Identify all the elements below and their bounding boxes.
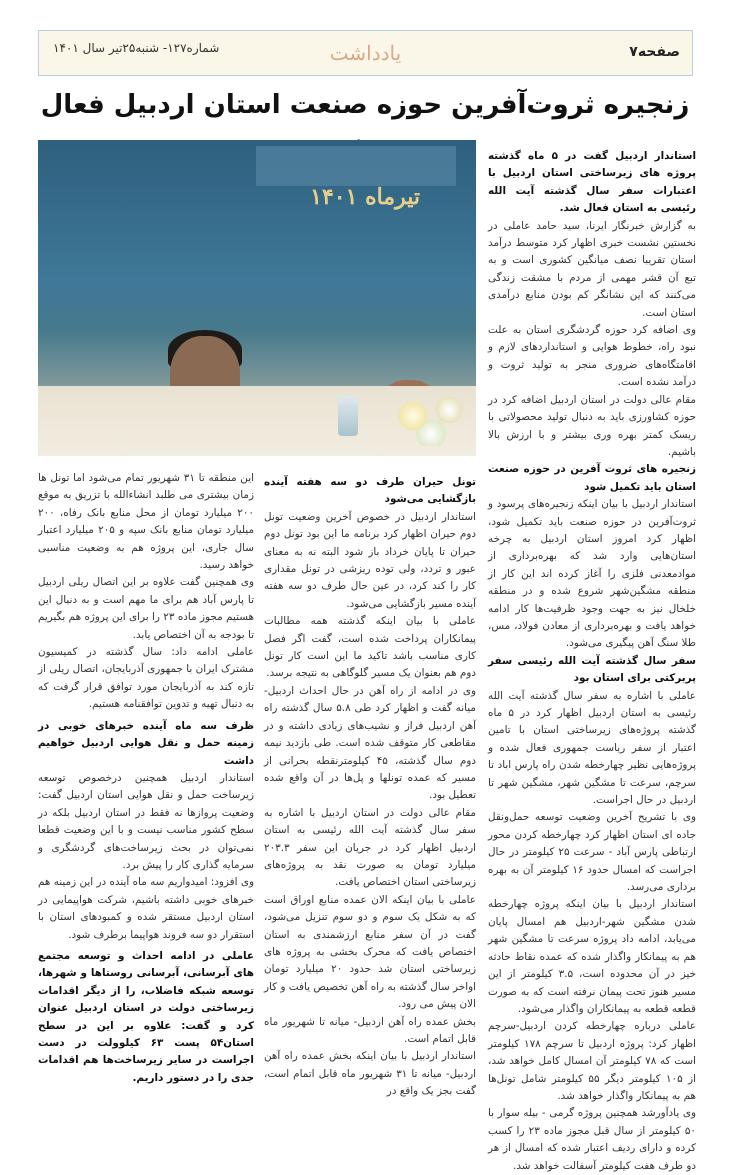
page-header: [38, 30, 693, 76]
paragraph: مقام عالی دولت در استان اردبیل اضافه کرد در حوزه کشاورزی باید به دنبال تولید محصولاتی با ریسک کمتر بهره وری بیشتر و با ارزش بالا باشیم.: [488, 393, 696, 458]
paragraph: وی همچنین گفت علاوه بر این اتصال ریلی اردبیل تا پارس آباد هم برای ما مهم است و به دنبال این هستیم مجوز ماده ۲۳ را برای این پروژه هم بگیریم تا بودجه به آن اختصاص یابد.: [38, 576, 254, 641]
paragraph: وی در ادامه از راه آهن در حال احداث اردبیل- میانه گفت و اظهار کرد طی ۵.۸ سال گذشته راه آهن اردبیل فراز و نشیب‌های زیادی داشته و در مقاطعی کار متوقف شده است. طی بازدید نیمه دوم سال گذشته، ۴۵ کیلومترنقطه بحرانی از مسیر که عمده تونلها و پل‌ها در آن واقع شده تعطیل بود.: [264, 684, 476, 802]
paragraph: وی افزود: امیدواریم سه ماه آینده در این زمینه هم خبرهای خوبی داشته باشیم، شرکت هواپیمایی در استان اردبیل مستقر شده و کمبودهای استان با استقرار دو سه فروند هواپیما برطرف شود.: [38, 876, 254, 941]
column-left: [38, 470, 254, 1087]
column-middle: [264, 470, 476, 1101]
article-photo: [38, 140, 476, 456]
paragraph: استاندار اردبیل همچنین درخصوص توسعه زیرساخت حمل و نقل هوایی استان اردبیل گفت: وضعیت پروازها نه فقط در استان اردبیل بلکه در سطح کشور مناسب نیست و با این وضعیت قطعا نمی‌توان در بحث زیرساخت‌های گردشگری و سرمایه گذاری کار را پیش برد.: [38, 771, 254, 871]
paragraph: استاندار اردبیل در خصوص آخرین وضعیت تونل دوم حیران اظهار کرد برنامه ما این بود تونل دوم حیران تا پایان خرداد باز شود البته نه به معنای عبور و تردد، ولی توده ریزشی در تونل مقداری کار را کند کرد، در عین حال طرف دو سه هفته آینده مسیر بازگشایی می‌شود.: [264, 510, 476, 610]
subheading: زنجیره های ثروت آفرین در حوزه صنعت استان باید تکمیل شود: [488, 463, 696, 493]
paragraph: وی اضافه کرد حوزه گردشگری استان به علت نبود راه، خطوط هوایی و استانداردهای لازم و اقامتگاه‌های ضروری منجر به تولید ثروت و درآمد نشده است.: [488, 324, 696, 389]
paragraph: عاملی با بیان اینکه گذشته همه مطالبات پیمانکاران پرداخت شده است، گفت اگر فصل کاری مناسب باشد تاکید ما این است کار تونل دوم هم بعنوان یک مسیر گلوگاهی به نتیجه برسد.: [264, 615, 476, 680]
backdrop-banner: [256, 146, 456, 186]
subheading: سفر سال گذشته آیت الله رئیسی سفر پربرکتی برای استان بود: [488, 654, 696, 685]
subheading: عاملی در ادامه احداث و توسعه مجتمع های آبرسانی، آبرسانی روستاها و شهرها، توسعه شبکه فاضلاب، را از دیگر اقدامات زیرساختی دولت در استان اردبیل عنوان کرد و گفت: علاوه بر این در سطح استان۵۴ پست ۶۳ کیلوولت در دست اجراست در سایر زیرساخت‌ها هم اقدامات جدی را در دستور داریم.: [38, 949, 254, 1084]
water-bottle: [338, 396, 358, 436]
paragraph: وی با تشریح آخرین وضعیت توسعه حمل‌ونقل جاده ای استان اظهار کرد چهارخطه کردن محور ارتباطی پارس آباد - سرعت ۲۵ کیلومتر در حال اجراست که امسال حدود ۱۶ کیلومتر آن به بهره برداری می‌رسد.: [488, 811, 697, 894]
headline: زنجیره ثروت‌آفرین حوزه صنعت استان اردبیل فعال: [40, 90, 690, 120]
backdrop-text: تیرماه ۱۴۰۱: [310, 184, 420, 210]
subheading: تونل حیران طرف دو سه هفته آینده بازگشایی می‌شود: [264, 476, 476, 506]
paragraph: عاملی با اشاره به سفر سال گذشته آیت الله رئیسی به استان اردبیل اظهار کرد در ۵ ماه گذشته پروژه‌های زیرساختی استان با تامین اعتبار از سفر ریاست جمهوری فعال شده و پروژه‌هایی نظیر چهارخطه شدن راه پارس اباد تا سرچم، سرعت تا مشگین شهر، مشگین شهر تا اردبیل در حال اجراست.: [488, 689, 697, 807]
paragraph: این منطقه تا ۳۱ شهریور تمام می‌شود اما تونل ها زمان بیشتری می طلبد انشاءالله با تزریق به موقع ۲۰۰ میلیارد تومان از محل منابع بانک رفاه، ۲۰۰ میلیارد تومان منابع بانک سپه و ۲۰۵ میلیارد اعتبار سال جاری، این پروژه هم به وضعیت مناسبی خواهد رسید.: [38, 472, 255, 572]
paragraph: استاندار اردبیل با بیان اینکه زنجیره‌های پرسود و ثروت‌آفرین در حوزه صنعت باید تکمیل شود، اظهار کرد امروز استان اردبیل به چرخه استان‌هایی وارد شد که بهره‌برداری از موادمعدنی فلزی را آغاز کرده اند این کار از منطقه مشگین‌شهر شروع شده و در منطقه خلخال نیز به جهت وجود ظرفیت‌ها کار ادامه خواهد یافت و بهره‌برداری از معادن فولاد، مس، طلا سنگ آهن پیگیری می‌شود.: [488, 498, 696, 650]
paragraph: عاملی با بیان اینکه الان عمده منابع اوراق است که به شکل یک سوم و دو سوم تنزیل می‌شود، گفت در آن سفر منابع ارزشمندی به استان اختصاص یافت که محرک بخشی به پروژه های زیرساختی استان شد حدود ۲۰ میلیارد تومان اواخر سال گذشته به راه آهن تخصیص یافت و کار الان پیش می رود.: [264, 893, 476, 1011]
paragraph: وی یادآورشد همچنین پروژه گرمی - بیله سوار با ۵۰ کیلومتر از سال قبل مجوز ماده ۲۳ را کسب کرده و دارای ردیف اعتبار شده که امسال از هر دو طرف هفت کیلومتر آسفالت خواهد شد.: [488, 1107, 697, 1172]
page-number: صفحه۷: [629, 44, 680, 60]
subheading: استاندار اردبیل گفت در ۵ ماه گذشته پروژه های زیرساختی استان اردبیل با اعتبارات سفر سال گذشته آیت الله رئیسی به استان فعال شد.: [488, 150, 697, 215]
paragraph: عاملی درباره چهارخطه کردن اردبیل-سرچم اظهار کرد: پروژه اردبیل تا سرچم ۱۷۸ کیلومتر است که ۷۸ کیلومتر آن امسال کامل خواهد شد، از ۱۰۵ کیلومتر دیگر ۵۵ کیلومتر شامل تونل‌ها هم به پیمانکار واگذار خواهد شد.: [488, 1020, 696, 1102]
paragraph: به گزارش خبرنگار ایرنا، سید حامد عاملی در نخستین نشست خبری اظهار کرد متوسط درآمد استان تقریبا نصف میانگین کشوری است و به تبع آن قشر مهمی از مردم با مشقت زندگی می‌کنند که این نشانگر کم بودن منابع درآمدی استان است.: [488, 219, 696, 319]
flower-arrangement: [386, 386, 476, 446]
issue-info: شماره۱۲۷- شنبه۲۵تیر سال ۱۴۰۱: [53, 41, 220, 55]
paragraph: عاملی ادامه داد: سال گذشته در کمیسیون مشترک ایران با جمهوری آذربایجان، اتصال ریلی از تازه کند به آذربایجان مورد توافق قرار گرفت که به دنبال تهیه و تدوین توافقنامه هستیم.: [38, 646, 254, 711]
section-title: یادداشت: [329, 41, 402, 65]
paragraph: بخش عمده راه آهن اردبیل- میانه تا شهریور ماه قابل اتمام است.: [264, 1015, 476, 1045]
column-right: [488, 148, 696, 1175]
paragraph: استاندار اردبیل با بیان اینکه بخش عمده راه آهن اردبیل- میانه تا ۳۱ شهریور ماه قابل اتمام است، گفت بجز یک واقع در: [264, 1050, 476, 1098]
subheading: ظرف سه ماه آینده خبرهای خوبی در زمینه حمل و نقل هوایی اردبیل خواهیم داشت: [38, 719, 254, 767]
paragraph: مقام عالی دولت در استان اردبیل با اشاره به سفر سال گذشته آیت الله رئیسی به استان اردبیل اظهار کرد در جریان این سفر ۲۰۳.۳ میلیارد تومان به صورت نقد به پروژه‌های زیرساختی استان اختصاص یافت.: [264, 806, 476, 889]
paragraph: استاندار اردبیل با بیان اینکه پروژه چهارخطه شدن مشگین شهر-اردبیل هم امسال پایان می‌یابد، ادامه داد پروژه سرعت تا مشگین شهر هم به پیمانکار واگذار شده که عمده نقاط حادثه خیز در آن محدوده است، ۳.۵ کیلومتر از این مسیر هنوز تحت پیمان نرفته است که به صورت قطعه قطعه به پیمانکاران واگذار می‌شود.: [488, 898, 697, 1015]
